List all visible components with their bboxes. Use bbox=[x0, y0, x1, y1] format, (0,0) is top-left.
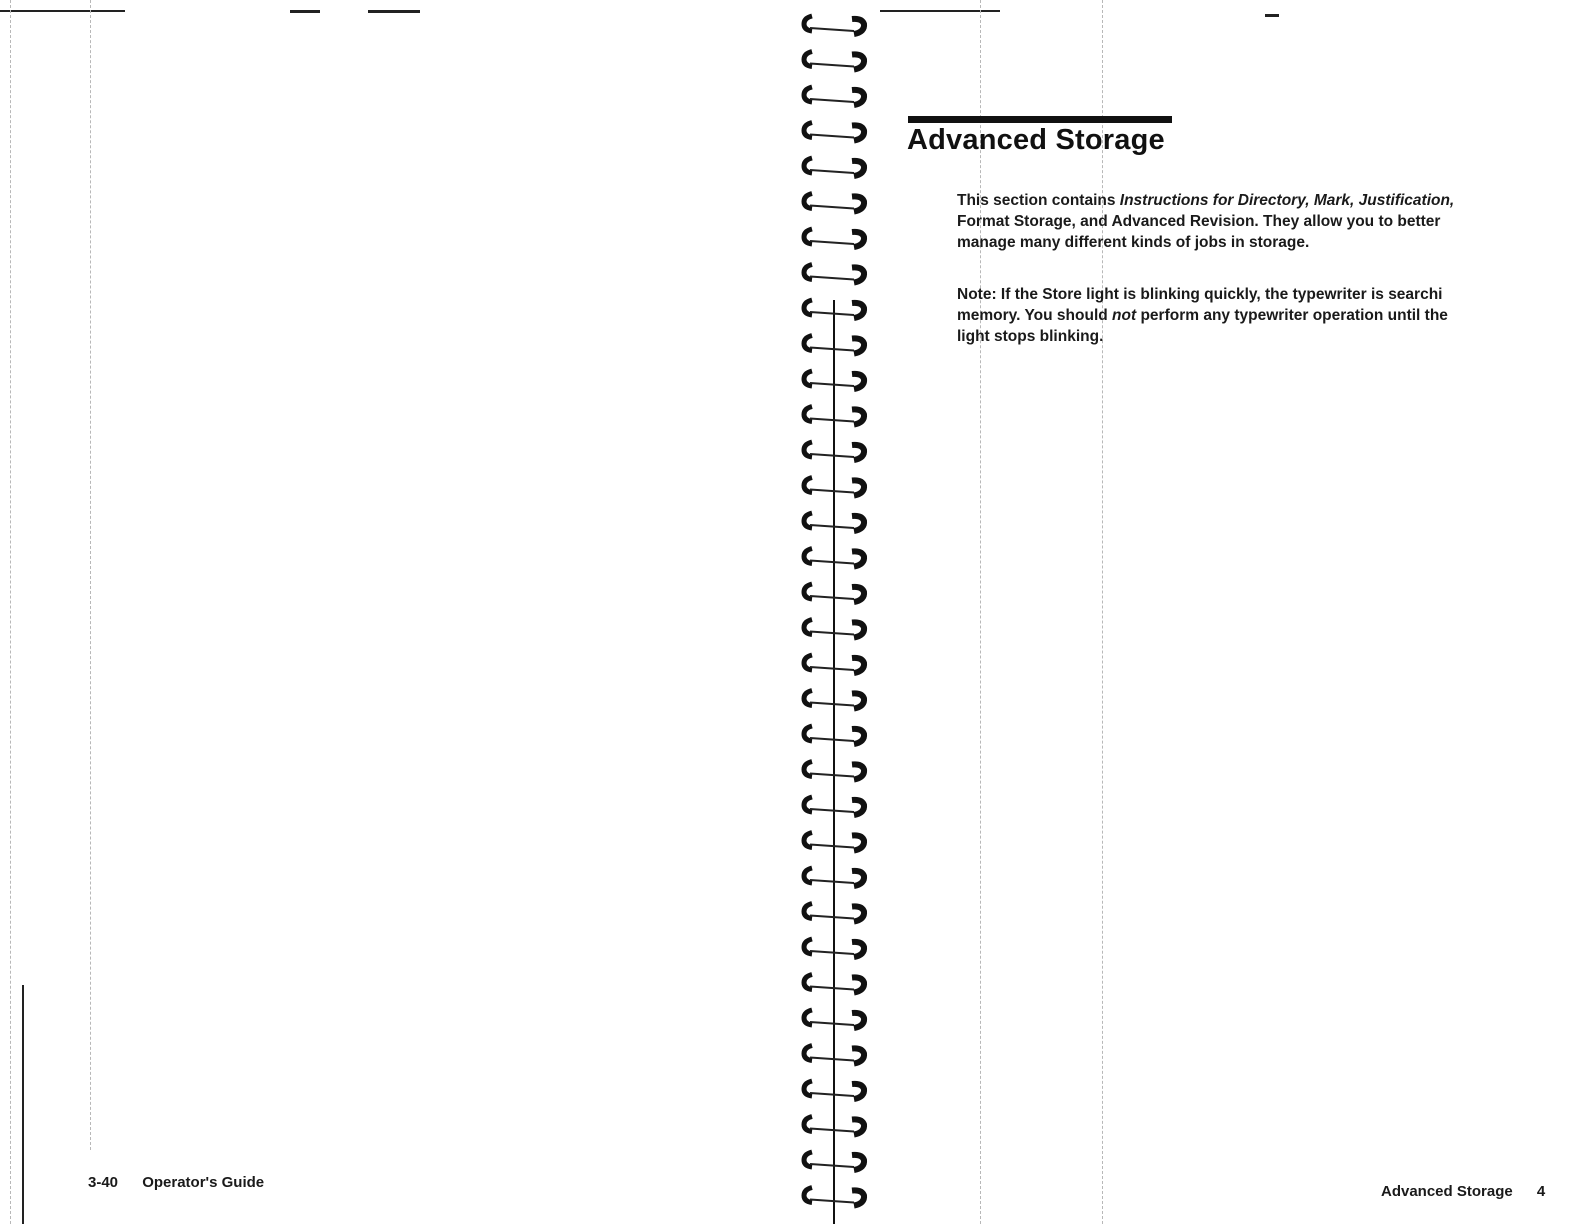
scan-artifact-faint-line-2 bbox=[10, 0, 11, 1224]
scan-artifact-faint-line-right bbox=[980, 0, 981, 1224]
scan-artifact-top-mark-right bbox=[1265, 14, 1279, 17]
scan-artifact-left-edge bbox=[22, 985, 24, 1224]
intro-paragraph bbox=[957, 190, 1584, 253]
spiral-binding bbox=[790, 0, 880, 1224]
scan-artifact-faint-line-right-2 bbox=[1102, 0, 1103, 1224]
intro-line-3: manage many different kinds of jobs in storage. bbox=[957, 234, 1310, 251]
spiral-coil bbox=[804, 87, 864, 105]
intro-line-2: Format Storage, and Advanced Revision. They allow you to better bbox=[957, 213, 1441, 230]
note-line-3: light stops blinking. bbox=[957, 328, 1104, 345]
scan-artifact-faint-line bbox=[90, 0, 91, 1150]
page-number: 4 bbox=[1536, 1183, 1546, 1200]
spiral-coil bbox=[804, 229, 864, 247]
left-page bbox=[0, 0, 790, 1224]
running-title: Advanced Storage bbox=[1381, 1183, 1513, 1200]
left-page-footer bbox=[88, 1174, 264, 1191]
note-paragraph bbox=[957, 284, 1584, 347]
scan-artifact-top-mark bbox=[290, 10, 320, 13]
spiral-coil bbox=[804, 16, 864, 34]
running-title: Operator's Guide bbox=[142, 1174, 265, 1191]
page-number: 3-40 bbox=[88, 1174, 119, 1191]
section-rule bbox=[908, 116, 1172, 123]
note-line-1: Note: If the Store light is blinking quickly, the typewriter is searchi bbox=[957, 286, 1443, 303]
spiral-coil bbox=[804, 52, 864, 70]
spiral-coil bbox=[804, 265, 864, 283]
spiral-coil bbox=[804, 194, 864, 212]
intro-line-1: This section contains Instructions for Directory, Mark, Justification, bbox=[957, 192, 1455, 209]
spiral-coil bbox=[804, 158, 864, 176]
note-label: Note: bbox=[957, 286, 997, 303]
scan-artifact-top-left bbox=[0, 10, 125, 12]
scan-artifact-top-right bbox=[880, 10, 1000, 12]
section-title: Advanced Storage bbox=[907, 124, 1165, 156]
right-page-footer bbox=[1381, 1183, 1545, 1200]
note-line-2: memory. You should not perform any typewriter operation until the bbox=[957, 307, 1448, 324]
right-page bbox=[880, 0, 1584, 1224]
scan-artifact-top-mark-2 bbox=[368, 10, 420, 13]
spiral-coil bbox=[804, 123, 864, 141]
